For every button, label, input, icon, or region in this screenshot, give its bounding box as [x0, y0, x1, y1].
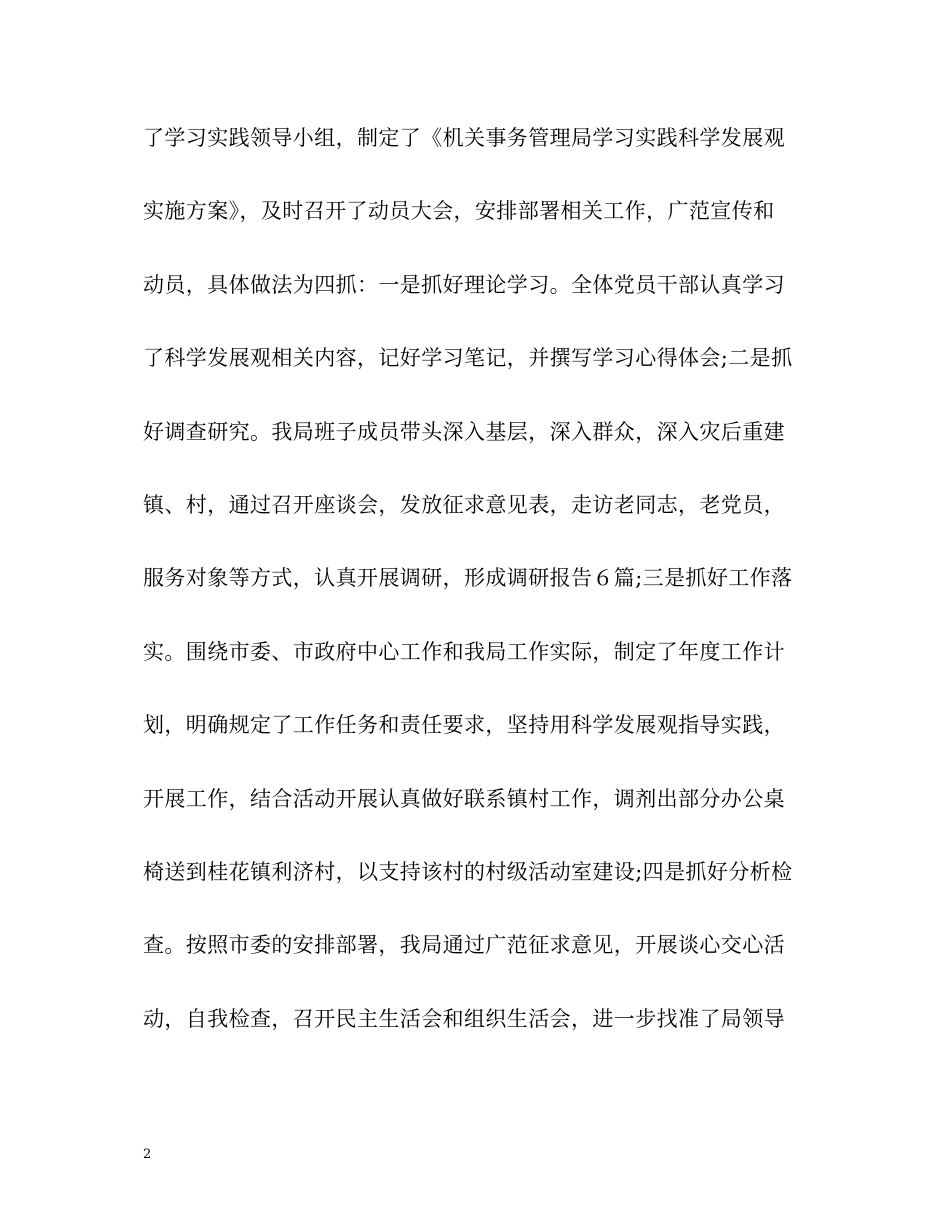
text-line: 椅送到桂花镇利济村，以支持该村的村级活动室建设;四是抓好分析检 [143, 859, 793, 884]
page-number: 2 [143, 1147, 152, 1162]
text-line: 实。围绕市委、市政府中心工作和我局工作实际，制定了年度工作计 [143, 639, 785, 664]
text-line: 查。按照市委的安排部署，我局通过广范征求意见，开展谈心交心活 [143, 933, 785, 958]
text-line: 好调查研究。我局班子成员带头深入基层，深入群众，深入灾后重建 [143, 419, 785, 444]
text-line: 动员，具体做法为四抓：一是抓好理论学习。全体党员干部认真学习 [143, 272, 785, 297]
text-line: 实施方案》，及时召开了动员大会，安排部署相关工作，广范宣传和 [143, 199, 775, 224]
text-line: 镇、村，通过召开座谈会，发放征求意见表，走访老同志，老党员， [143, 492, 785, 517]
text-line: 开展工作，结合活动开展认真做好联系镇村工作，调剂出部分办公桌 [143, 786, 785, 811]
body-text [143, 118, 823, 1072]
text-line: 动，自我检查，召开民主生活会和组织生活会，进一步找准了局领导 [143, 1006, 785, 1031]
text-line: 划，明确规定了工作任务和责任要求，坚持用科学发展观指导实践， [143, 713, 785, 738]
text-line: 服务对象等方式，认真开展调研，形成调研报告６篇;三是抓好工作落 [143, 566, 793, 591]
text-line: 了科学发展观相关内容，记好学习笔记，并撰写学习心得体会;二是抓 [143, 346, 793, 371]
text-line: 了学习实践领导小组，制定了《机关事务管理局学习实践科学发展观 [143, 126, 785, 150]
